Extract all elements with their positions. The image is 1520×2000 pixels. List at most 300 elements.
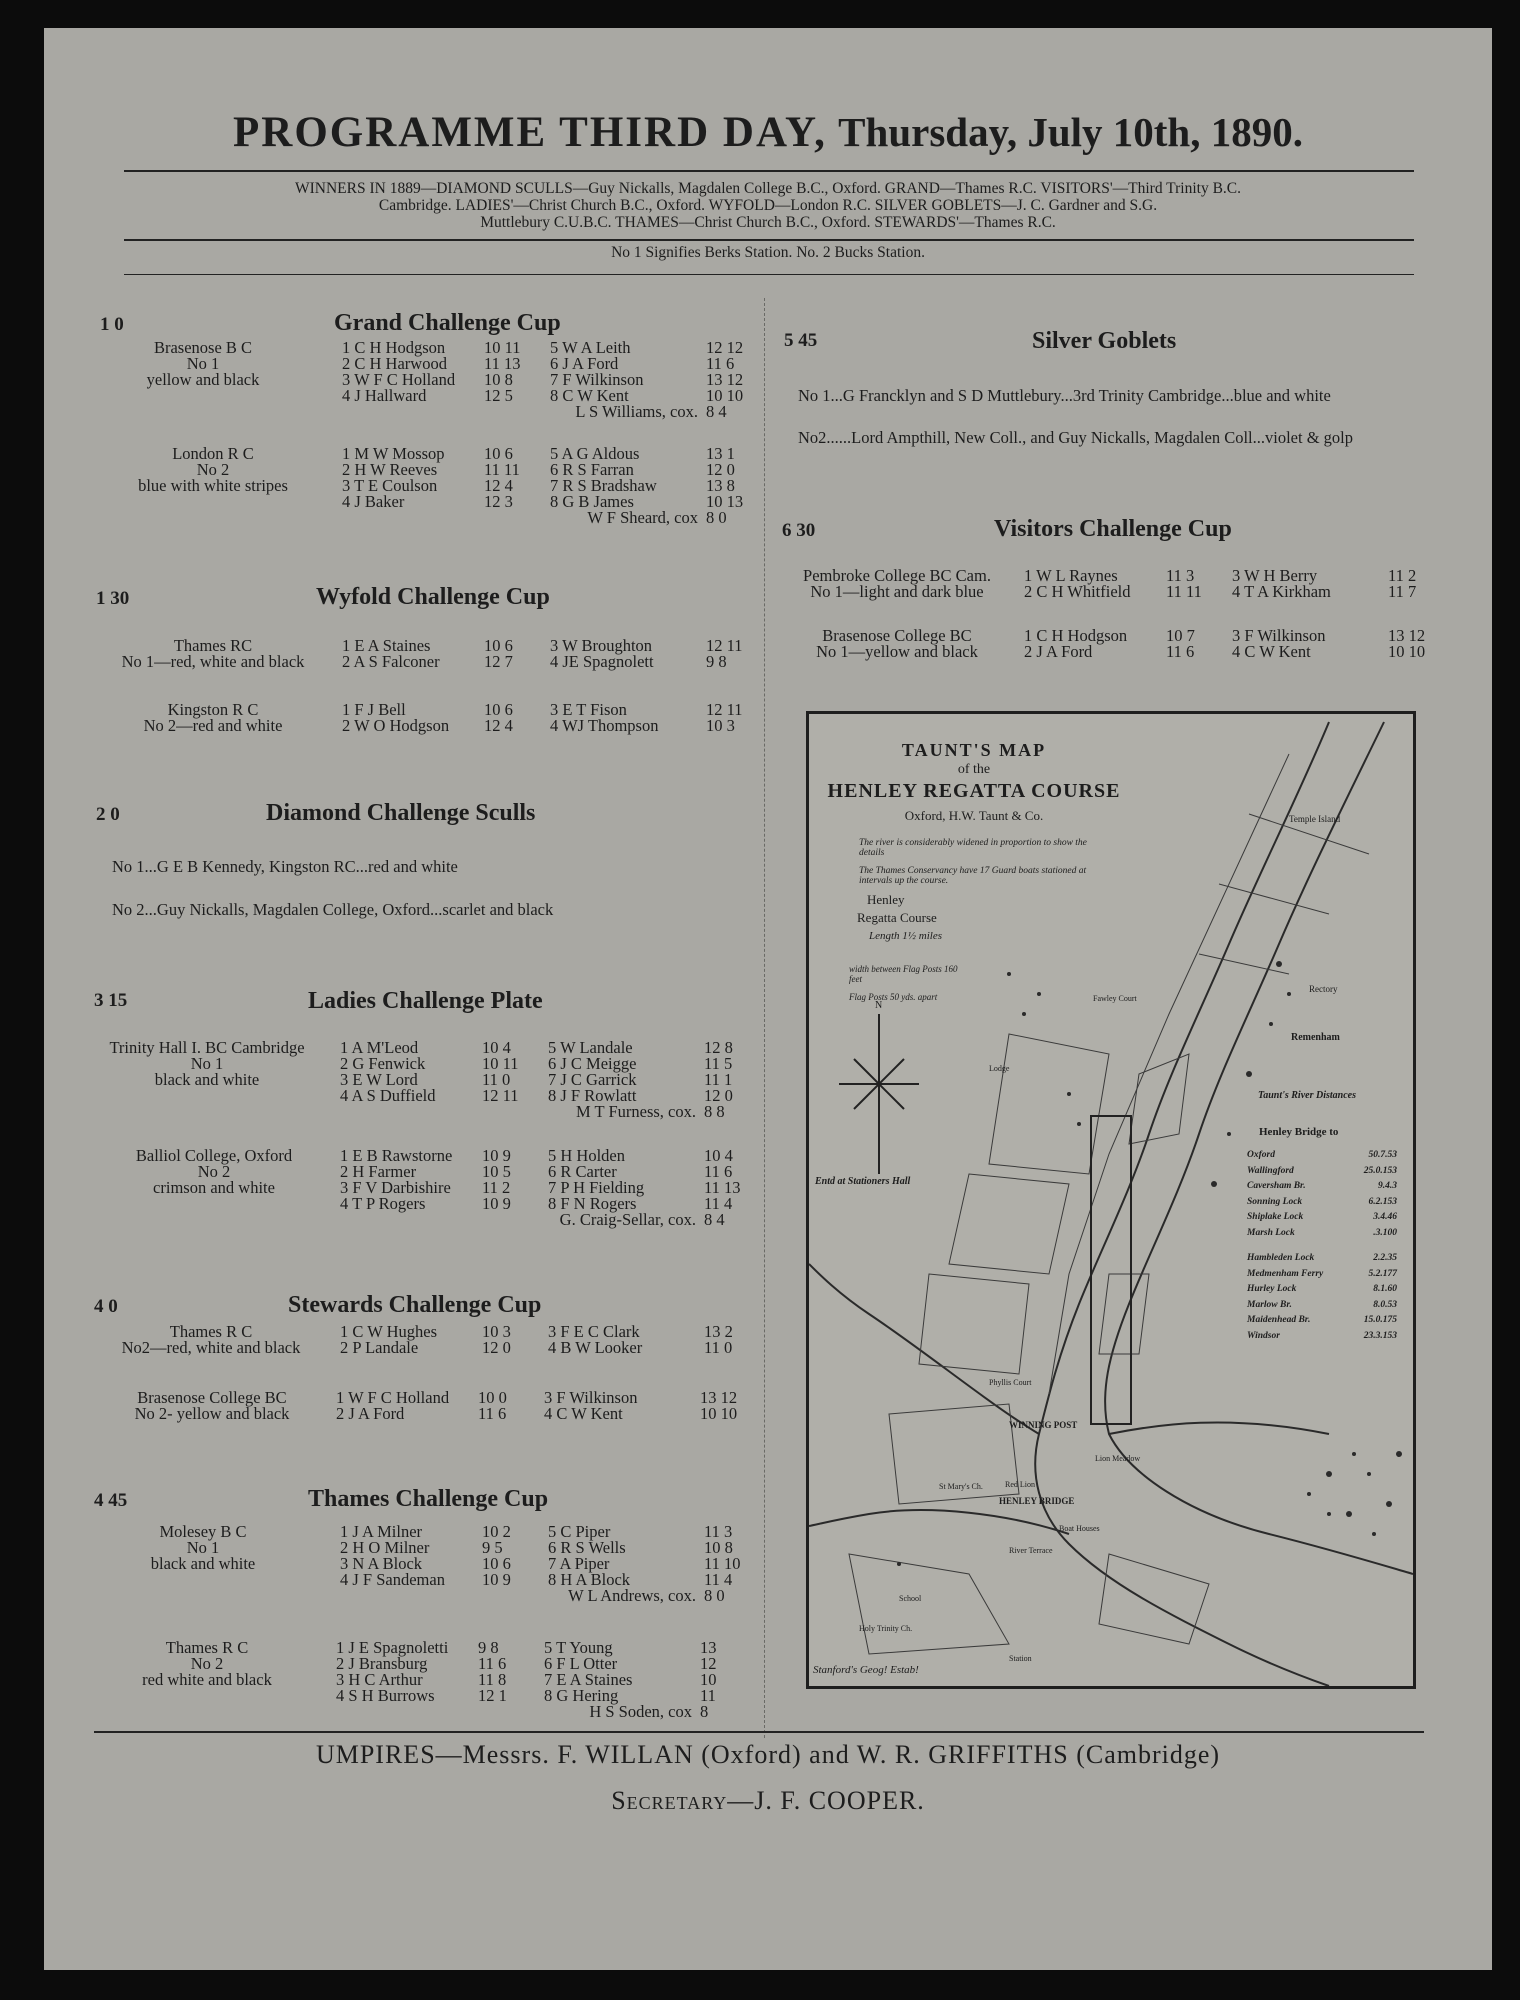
oarsman-weight: 10 4 xyxy=(704,1146,733,1165)
crew-table xyxy=(340,1148,748,1228)
distance-place: Marsh Lock xyxy=(1247,1227,1295,1238)
distance-row xyxy=(1247,1329,1397,1345)
oarsman-name: 2 G Fenwick xyxy=(340,1054,426,1073)
previous-winners xyxy=(44,180,1492,231)
oarsman-name: 2 J A Ford xyxy=(336,1404,405,1423)
race-time: 3 15 xyxy=(94,990,128,1011)
oarsman-weight: 10 9 xyxy=(482,1570,511,1589)
distance-value: 8.1.60 xyxy=(1373,1284,1397,1294)
oarsman-name: 3 W H Berry xyxy=(1232,566,1318,585)
oarsman-weight: 11 3 xyxy=(1166,566,1195,585)
oarsman-name: 6 R Carter xyxy=(548,1162,617,1181)
place-label: Holy Trinity Ch. xyxy=(859,1624,913,1633)
distance-value: 6.2.153 xyxy=(1368,1196,1397,1207)
distance-value: 3.4.46 xyxy=(1373,1212,1397,1222)
club-name: Trinity Hall I. BC Cambridge xyxy=(109,1038,305,1057)
distance-value: 25.0.153 xyxy=(1363,1165,1397,1176)
distance-value: 9.4.3 xyxy=(1378,1181,1397,1191)
place-label: Fawley Court xyxy=(1093,994,1137,1003)
oarsman-weight: 10 13 xyxy=(706,492,744,511)
race-time: 4 45 xyxy=(94,1490,128,1511)
club-name: Molesey B C xyxy=(159,1522,247,1541)
race-title: Silver Goblets xyxy=(1032,328,1177,354)
colours: black and white xyxy=(150,1554,256,1573)
oarsman-weight xyxy=(480,1588,530,1604)
oarsman-name: 4 JE Spagnolett xyxy=(550,652,654,671)
oarsman-weight: 10 9 xyxy=(482,1146,511,1165)
oarsman-name: 1 M W Mossop xyxy=(342,444,445,463)
distance-row xyxy=(1247,1179,1397,1195)
oarsman-name: 4 B W Looker xyxy=(548,1338,643,1357)
oarsman-weight: 9 5 xyxy=(482,1538,503,1557)
oarsman-name: M T Furness, cox. xyxy=(576,1102,696,1121)
crew-info xyxy=(802,628,992,660)
oarsman-weight: 11 6 xyxy=(478,1404,507,1423)
oarsman-name: 5 T Young xyxy=(544,1638,613,1657)
oarsman-name: 1 C H Hodgson xyxy=(1024,626,1128,645)
oarsman-weight: 10 8 xyxy=(704,1538,733,1557)
station-1-entry: No 1...G E B Kennedy, Kingston RC...red and white xyxy=(112,857,458,876)
station: No 1 xyxy=(186,354,220,373)
oarsman-weight: 11 xyxy=(700,1686,716,1705)
oarsman-weight: 11 2 xyxy=(1388,566,1417,585)
oarsman-name xyxy=(340,1588,480,1604)
distance-row xyxy=(1247,1313,1397,1329)
oarsman-weight: 10 0 xyxy=(478,1388,507,1407)
distance-row xyxy=(1247,1298,1397,1314)
crew-table xyxy=(340,1040,748,1120)
oarsman-name: 1 E B Rawstorne xyxy=(340,1146,453,1165)
crew-table xyxy=(342,702,750,734)
secretary-line xyxy=(44,1786,1492,1816)
place-label: Lodge xyxy=(989,1064,1010,1073)
oarsman-weight: 11 13 xyxy=(704,1178,741,1197)
oarsman-weight: 11 6 xyxy=(1166,642,1195,661)
oarsman-name: 2 C H Harwood xyxy=(342,354,447,373)
winners-line-2: Cambridge. LADIES'—Christ Church B.C., Oxford. WYFOLD—London R.C. SILVER GOBLETS—J. C. Gardner and S.G. xyxy=(378,197,1158,214)
oarsman-weight xyxy=(480,1104,530,1120)
distance-row xyxy=(1247,1148,1397,1164)
place-label: Remenham xyxy=(1291,1032,1340,1043)
oarsman-weight: 13 8 xyxy=(706,476,735,495)
oarsman-weight: 13 12 xyxy=(1388,626,1426,645)
title-part-2: Thursday, July 10th, 1890. xyxy=(838,109,1303,155)
club-name: Thames R C xyxy=(169,1322,253,1341)
race-title: Grand Challenge Cup xyxy=(334,310,561,336)
distance-row xyxy=(1247,1195,1397,1211)
oarsman-weight: 11 4 xyxy=(704,1570,733,1589)
crew-info xyxy=(92,1040,322,1088)
oarsman-name: 3 N A Block xyxy=(340,1554,423,1573)
oarsman-weight xyxy=(476,1704,526,1720)
oarsman-weight: 12 7 xyxy=(484,652,513,671)
oarsman-name: H S Soden, cox xyxy=(589,1702,692,1721)
oarsman-weight: 11 0 xyxy=(704,1338,733,1357)
oarsman-row xyxy=(340,1104,748,1120)
oarsman-name: 3 F Wilkinson xyxy=(1232,626,1326,645)
oarsman-name: 3 F E C Clark xyxy=(548,1322,640,1341)
oarsman-weight: 8 xyxy=(700,1702,709,1721)
map-course-2: Regatta Course xyxy=(857,910,937,925)
oarsman-weight: 11 10 xyxy=(704,1554,741,1573)
race-title: Thames Challenge Cup xyxy=(308,1486,549,1512)
place-label: WINNING POST xyxy=(1009,1420,1078,1430)
oarsman-weight: 8 0 xyxy=(706,508,727,527)
oarsman-name: 6 R S Wells xyxy=(548,1538,626,1557)
crew-info xyxy=(792,568,1002,600)
oarsman-row xyxy=(336,1704,744,1720)
oarsman-name: 2 J Bransburg xyxy=(336,1654,428,1673)
oarsman-weight: 10 3 xyxy=(706,716,735,735)
crew-info xyxy=(106,1324,316,1356)
distance-value: .3.100 xyxy=(1373,1227,1397,1238)
map-flags: width between Flag Posts 160 feet xyxy=(849,964,958,984)
race-time: 5 45 xyxy=(784,330,818,351)
oarsman-name xyxy=(336,1704,476,1720)
distance-row xyxy=(1247,1164,1397,1180)
oarsman-name: 1 C H Hodgson xyxy=(342,338,446,357)
oarsman-weight: 10 3 xyxy=(482,1322,511,1341)
station-colours: No2—red, white and black xyxy=(121,1338,301,1357)
distance-place: Hambleden Lock xyxy=(1247,1253,1315,1263)
oarsman-name: 3 W F C Holland xyxy=(342,370,456,389)
oarsman-weight: 12 4 xyxy=(484,476,513,495)
oarsman-weight: 10 11 xyxy=(484,338,521,357)
crew-table xyxy=(342,446,750,526)
map-publisher: Oxford, H.W. Taunt & Co. xyxy=(904,808,1044,823)
oarsman-weight: 11 13 xyxy=(484,354,521,373)
place-label: Red Lion xyxy=(1005,1480,1035,1489)
oarsman-name: 7 A Piper xyxy=(548,1554,610,1573)
oarsman-name: 3 T E Coulson xyxy=(342,476,438,495)
oarsman-weight: 10 11 xyxy=(482,1054,519,1073)
road-west xyxy=(809,1510,1069,1534)
race-time: 1 0 xyxy=(100,314,124,335)
oarsman-weight: 12 8 xyxy=(704,1038,733,1057)
oarsman-row xyxy=(342,654,750,670)
oarsman-name: 5 W A Leith xyxy=(550,338,631,357)
distance-place: Maidenhead Br. xyxy=(1247,1315,1311,1325)
oarsman-name: 7 F Wilkinson xyxy=(550,370,644,389)
oarsman-weight: 11 8 xyxy=(478,1670,507,1689)
north-label: N xyxy=(875,1000,883,1011)
secretary-name: —J. F. COOPER. xyxy=(727,1786,925,1815)
regatta-course xyxy=(1091,1116,1131,1424)
distance-value: 5.2.177 xyxy=(1368,1268,1397,1279)
club-name: Brasenose College BC xyxy=(822,626,972,645)
crew-table xyxy=(342,638,750,670)
oarsman-row xyxy=(340,1588,748,1604)
race-title: Ladies Challenge Plate xyxy=(308,988,543,1014)
oarsman-weight: 10 10 xyxy=(706,386,744,405)
oarsman-weight: 12 11 xyxy=(482,1086,519,1105)
winners-line-3: Muttlebury C.U.B.C. THAMES—Christ Church B.C., Oxford. STEWARDS'—Thames R.C. xyxy=(480,214,1056,231)
oarsman-row xyxy=(340,1212,748,1228)
station-colours: No 1—red, white and black xyxy=(121,652,305,671)
oarsman-name: 3 F V Darbishire xyxy=(340,1178,451,1197)
oarsman-name: 8 G B James xyxy=(550,492,634,511)
club-name: Brasenose College BC xyxy=(137,1388,287,1407)
map-course-1: Henley xyxy=(867,892,905,907)
oarsman-name: 5 W Landale xyxy=(548,1038,633,1057)
distance-place: Shiplake Lock xyxy=(1247,1212,1304,1222)
oarsman-row xyxy=(340,1340,748,1356)
distance-value: 23.3.153 xyxy=(1363,1330,1397,1341)
station-colours: No 1—yellow and black xyxy=(816,642,978,661)
oarsman-weight: 11 4 xyxy=(704,1194,733,1213)
distance-place: Medmenham Ferry xyxy=(1247,1268,1324,1279)
crew-table xyxy=(1024,628,1432,660)
oarsman-name: 7 R S Bradshaw xyxy=(550,476,657,495)
oarsman-name: 2 H Farmer xyxy=(340,1162,417,1181)
oarsman-weight: 13 xyxy=(700,1638,717,1657)
crew-info xyxy=(112,1390,312,1422)
club-name: London R C xyxy=(172,444,254,463)
station-2-entry: No2......Lord Ampthill, New Coll., and Guy Nickalls, Magdalen Coll...violet & golp xyxy=(798,428,1353,447)
oarsman-weight: 12 4 xyxy=(484,716,513,735)
place-label: Station xyxy=(1009,1654,1032,1663)
oarsman-name: 6 J A Ford xyxy=(550,354,619,373)
crew-info xyxy=(108,702,318,734)
oarsman-weight: 10 7 xyxy=(1166,626,1195,645)
oarsman-name: 6 R S Farran xyxy=(550,460,634,479)
oarsman-weight: 11 1 xyxy=(704,1070,733,1089)
oarsman-weight: 13 1 xyxy=(706,444,735,463)
station: No 2 xyxy=(197,1162,231,1181)
footer-rule xyxy=(94,1731,1424,1733)
map-engraver: Stanford's Geog! Estab! xyxy=(813,1664,919,1676)
station-colours: No 2- yellow and black xyxy=(134,1404,290,1423)
oarsman-name: 4 C W Kent xyxy=(544,1404,623,1423)
oarsman-name xyxy=(342,404,482,420)
oarsman-weight: 10 2 xyxy=(482,1522,511,1541)
place-label: St Mary's Ch. xyxy=(939,1482,983,1491)
umpires: UMPIRES—Messrs. F. WILLAN (Oxford) and W. R. GRIFFITHS (Cambridge) xyxy=(315,1740,1221,1769)
title-part-1: PROGRAMME THIRD DAY, xyxy=(233,109,827,156)
oarsman-name: 1 W F C Holland xyxy=(336,1388,450,1407)
oarsman-weight: 11 6 xyxy=(706,354,735,373)
stations-rule xyxy=(124,274,1414,275)
map-title-3: HENLEY REGATTA COURSE xyxy=(827,780,1121,802)
race-time: 2 0 xyxy=(96,804,120,825)
oarsman-name: 2 A S Falconer xyxy=(342,652,440,671)
oarsman-weight: 10 8 xyxy=(484,370,513,389)
distance-value: 2.2.35 xyxy=(1373,1253,1397,1263)
oarsman-name: 5 C Piper xyxy=(548,1522,611,1541)
distance-row xyxy=(1247,1226,1397,1242)
crew-info xyxy=(118,340,288,388)
oarsman-weight: 10 6 xyxy=(482,1554,511,1573)
crew-info xyxy=(118,1524,288,1572)
programme-title xyxy=(44,108,1492,157)
programme-sheet xyxy=(44,28,1492,1970)
oarsman-weight: 8 8 xyxy=(704,1102,725,1121)
oarsman-name: 1 J A Milner xyxy=(340,1522,423,1541)
oarsman-weight: 8 4 xyxy=(706,402,727,421)
station-colours: No 2—red and white xyxy=(143,716,283,735)
place-label: Lion Meadow xyxy=(1095,1454,1141,1463)
oarsman-weight: 13 2 xyxy=(704,1322,733,1341)
oarsman-weight: 8 4 xyxy=(704,1210,725,1229)
oarsman-name: 3 E T Fison xyxy=(550,700,627,719)
distance-place: Oxford xyxy=(1247,1150,1275,1160)
oarsman-weight: 12 3 xyxy=(484,492,513,511)
oarsman-weight: 9 8 xyxy=(478,1638,499,1657)
oarsman-name: 6 J C Meigge xyxy=(548,1054,637,1073)
oarsman-weight: 8 0 xyxy=(704,1586,725,1605)
oarsman-weight: 11 6 xyxy=(478,1654,507,1673)
oarsman-name: 4 J Hallward xyxy=(342,386,427,405)
oarsman-name: 3 E W Lord xyxy=(340,1070,418,1089)
oarsman-weight: 10 xyxy=(700,1670,717,1689)
race-time: 6 30 xyxy=(782,520,816,541)
secretary-label: Secretary xyxy=(611,1786,728,1815)
oarsman-name: 7 J C Garrick xyxy=(548,1070,637,1089)
title-rule xyxy=(124,170,1414,172)
map-entry-note: Entd at Stationers Hall xyxy=(815,1176,911,1187)
oarsman-name: 2 J A Ford xyxy=(1024,642,1093,661)
oarsman-weight: 11 0 xyxy=(482,1070,511,1089)
place-label: Rectory xyxy=(1309,984,1338,994)
oarsman-weight: 11 3 xyxy=(704,1522,733,1541)
oarsman-weight: 10 5 xyxy=(482,1162,511,1181)
oarsman-name: 1 F J Bell xyxy=(342,700,406,719)
oarsman-weight: 10 10 xyxy=(700,1404,738,1423)
oarsman-name xyxy=(340,1212,480,1228)
crew-table xyxy=(336,1640,744,1720)
place-label: River Terrace xyxy=(1009,1546,1053,1555)
oarsman-name xyxy=(342,510,482,526)
oarsman-name: 4 J Baker xyxy=(342,492,405,511)
oarsman-weight: 10 6 xyxy=(484,636,513,655)
place-label: HENLEY BRIDGE xyxy=(999,1496,1075,1506)
map-note-1: The river is considerably widened in proportion to show the details xyxy=(859,838,1087,858)
race-title: Stewards Challenge Cup xyxy=(288,1292,542,1318)
crew-table xyxy=(340,1324,748,1356)
crew-info xyxy=(118,446,308,494)
place-label: Temple Island xyxy=(1289,814,1341,824)
oarsman-name: 5 A G Aldous xyxy=(550,444,640,463)
oarsman-weight: 9 8 xyxy=(706,652,727,671)
oarsman-row xyxy=(342,510,750,526)
race-time: 4 0 xyxy=(94,1296,118,1317)
race-title: Wyfold Challenge Cup xyxy=(316,584,550,610)
road-northwest xyxy=(809,1264,1039,1434)
place-label: Phyllis Court xyxy=(989,1378,1032,1387)
club-name: Balliol College, Oxford xyxy=(135,1146,293,1165)
oarsman-name: 8 G Hering xyxy=(544,1686,619,1705)
oarsman-name: 1 J E Spagnoletti xyxy=(336,1638,449,1657)
oarsman-name: L S Williams, cox. xyxy=(575,402,698,421)
winners-line-1: WINNERS IN 1889—DIAMOND SCULLS—Guy Nickalls, Magdalen College B.C., Oxford. GRAND—Thames R.C. VISITORS'—Third Trinity B.C. xyxy=(295,180,1241,197)
oarsman-weight: 11 11 xyxy=(1166,582,1202,601)
place-label: School xyxy=(899,1594,922,1603)
road-east xyxy=(1109,1422,1329,1434)
oarsman-name: 1 E A Staines xyxy=(342,636,431,655)
crew-info xyxy=(114,1148,314,1196)
oarsman-weight: 12 12 xyxy=(706,338,744,357)
oarsman-name: G. Craig-Sellar, cox. xyxy=(559,1210,696,1229)
crew-table xyxy=(336,1390,744,1422)
club-name: Brasenose B C xyxy=(153,338,253,357)
oarsman-name: 4 C W Kent xyxy=(1232,642,1311,661)
oarsman-name: 6 F L Otter xyxy=(544,1654,618,1673)
oarsman-row xyxy=(336,1406,744,1422)
oarsman-name: 4 T A Kirkham xyxy=(1232,582,1331,601)
station-colours: No 1—light and dark blue xyxy=(810,582,984,601)
club-name: Pembroke College BC Cam. xyxy=(803,566,991,585)
oarsman-name: 2 P Landale xyxy=(340,1338,419,1357)
oarsman-name: 4 A S Duffield xyxy=(340,1086,436,1105)
oarsman-row xyxy=(1024,644,1432,660)
oarsman-row xyxy=(1024,584,1432,600)
oarsman-weight: 10 6 xyxy=(484,444,513,463)
oarsman-weight: 12 xyxy=(700,1654,717,1673)
oarsman-weight xyxy=(482,510,532,526)
map-title-2: of the xyxy=(957,762,991,777)
race-title: Diamond Challenge Sculls xyxy=(266,800,536,826)
stations-note: No 1 Signifies Berks Station. No. 2 Bucks Station. xyxy=(611,244,925,261)
oarsman-name: 5 H Holden xyxy=(548,1146,625,1165)
oarsman-name: 1 C W Hughes xyxy=(340,1322,438,1341)
oarsman-weight: 13 12 xyxy=(706,370,744,389)
club-name: Thames R C xyxy=(165,1638,249,1657)
oarsman-name: 4 T P Rogers xyxy=(340,1194,426,1213)
oarsman-weight xyxy=(480,1212,530,1228)
oarsman-weight: 12 0 xyxy=(704,1086,733,1105)
distance-row xyxy=(1247,1282,1397,1298)
oarsman-name: 7 E A Staines xyxy=(544,1670,633,1689)
oarsman-name: 2 W O Hodgson xyxy=(342,716,450,735)
station-1-entry: No 1...G Francklyn and S D Muttlebury...3rd Trinity Cambridge...blue and white xyxy=(798,386,1331,405)
oarsman-name: 8 H A Block xyxy=(548,1570,631,1589)
oarsman-name: 8 J F Rowlatt xyxy=(548,1086,637,1105)
map-length: Length 1½ miles xyxy=(869,930,943,942)
station: No 2 xyxy=(196,460,230,479)
oarsman-row xyxy=(342,718,750,734)
oarsman-weight: 12 0 xyxy=(706,460,735,479)
distance-row xyxy=(1247,1267,1397,1283)
crew-table xyxy=(340,1524,748,1604)
crew-table xyxy=(1024,568,1432,600)
oarsman-name: 3 H C Arthur xyxy=(336,1670,423,1689)
henley-course-map xyxy=(806,711,1416,1689)
distance-place: Wallingford xyxy=(1247,1165,1294,1176)
distance-value: 8.0.53 xyxy=(1373,1299,1397,1310)
oarsman-weight: 11 2 xyxy=(482,1178,511,1197)
distance-place: Marlow Br. xyxy=(1247,1299,1292,1310)
oarsman-weight: 11 6 xyxy=(704,1162,733,1181)
distance-row xyxy=(1247,1251,1397,1267)
oarsman-weight xyxy=(482,404,532,420)
race-time: 1 30 xyxy=(96,588,130,609)
oarsman-weight: 12 11 xyxy=(706,636,743,655)
oarsman-weight: 10 9 xyxy=(482,1194,511,1213)
oarsman-name: 3 F Wilkinson xyxy=(544,1388,638,1407)
oarsman-name: 1 W L Raynes xyxy=(1024,566,1118,585)
oarsman-name: 1 A M'Leod xyxy=(340,1038,419,1057)
place-label: Boat Houses xyxy=(1059,1524,1100,1533)
oarsman-weight: 13 12 xyxy=(700,1388,738,1407)
oarsman-name: 3 W Broughton xyxy=(550,636,653,655)
distance-place: Hurley Lock xyxy=(1247,1284,1297,1294)
oarsman-weight: 10 6 xyxy=(484,700,513,719)
distance-value: 50.7.53 xyxy=(1368,1150,1397,1160)
oarsman-name: 4 WJ Thompson xyxy=(550,716,659,735)
oarsman-weight: 12 1 xyxy=(478,1686,507,1705)
distance-place: Caversham Br. xyxy=(1247,1181,1306,1191)
oarsman-name: W L Andrews, cox. xyxy=(568,1586,696,1605)
